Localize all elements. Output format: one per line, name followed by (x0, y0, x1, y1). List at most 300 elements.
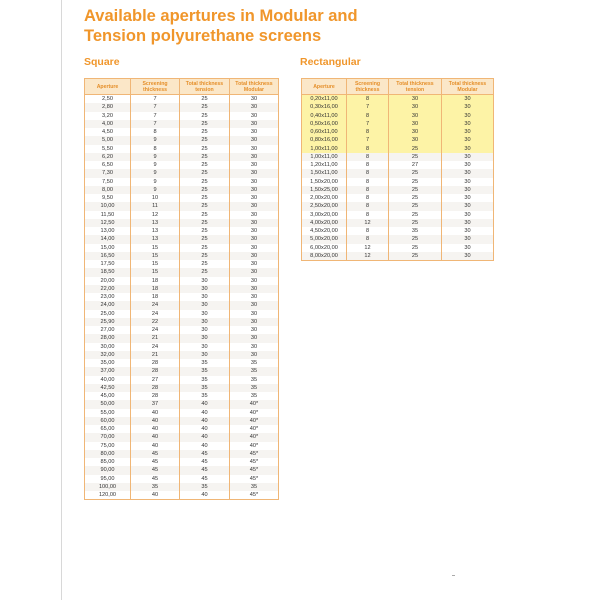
table-row (85, 293, 279, 301)
table-row (85, 376, 279, 384)
table-cell: 21 (131, 351, 180, 359)
table-cell: 40* (230, 433, 279, 441)
table-row (85, 392, 279, 400)
table-cell: 25 (180, 194, 230, 202)
table-cell: 25 (180, 227, 230, 235)
table-cell: 10 (131, 194, 180, 202)
table-cell: 90,00 (85, 466, 131, 474)
table-cell: 35 (230, 384, 279, 392)
table-cell: 30 (442, 227, 494, 235)
table-cell: 30 (180, 277, 230, 285)
table-cell: 40,00 (85, 376, 131, 384)
table-cell: 35 (389, 227, 442, 235)
table-row (85, 450, 279, 458)
table-row (302, 161, 494, 169)
table-cell: 35 (131, 483, 180, 491)
table-cell: 8 (347, 235, 389, 243)
table-cell: 30 (230, 351, 279, 359)
table-cell: 24,00 (85, 301, 131, 309)
table-cell: 24 (131, 343, 180, 351)
table-row (85, 268, 279, 276)
column-header-total-thickness-tension: Total thickness tension (180, 79, 230, 95)
title-line-2: Tension polyurethane screens (84, 27, 322, 45)
table-cell: 0,80x16,00 (302, 136, 347, 144)
table-cell: 15 (131, 252, 180, 260)
table-row (85, 260, 279, 268)
table-cell: 45 (180, 458, 230, 466)
table-cell: 40* (230, 400, 279, 408)
table-cell: 2,50 (85, 95, 131, 104)
table-cell: 8 (347, 95, 389, 104)
table-row (85, 186, 279, 194)
table-cell: 14,00 (85, 235, 131, 243)
table-row (85, 466, 279, 474)
table-row (302, 95, 494, 104)
table-cell: 35 (180, 384, 230, 392)
table-cell: 25 (389, 202, 442, 210)
table-cell: 25 (389, 153, 442, 161)
table-row (85, 95, 279, 104)
table-cell: 30 (230, 120, 279, 128)
table-cell: 15,00 (85, 244, 131, 252)
table-cell: 7 (131, 103, 180, 111)
table-cell: 1,00x11,00 (302, 145, 347, 153)
table-cell: 8 (347, 194, 389, 202)
table-cell: 7 (131, 112, 180, 120)
table-row (302, 145, 494, 153)
table-cell: 30 (442, 112, 494, 120)
table-row (85, 285, 279, 293)
table-cell: 40* (230, 409, 279, 417)
column-header-total-thickness-modular: Total thickness Modular (442, 79, 494, 95)
table-cell: 25 (180, 153, 230, 161)
table-cell: 25 (389, 219, 442, 227)
table-cell: 30,00 (85, 343, 131, 351)
page-title (84, 6, 358, 46)
table-row (85, 112, 279, 120)
table-cell: 17,50 (85, 260, 131, 268)
table-cell: 21 (131, 334, 180, 342)
table-cell: 25 (180, 145, 230, 153)
table-cell: 30 (230, 112, 279, 120)
table-cell: 8 (347, 112, 389, 120)
table-cell: 15 (131, 260, 180, 268)
table-row (302, 202, 494, 210)
table-cell: 25 (180, 120, 230, 128)
table-cell: 25 (180, 169, 230, 177)
table-cell: 25 (389, 169, 442, 177)
table-cell: 8 (347, 128, 389, 136)
table-cell: 5,00 (85, 136, 131, 144)
table-row (302, 219, 494, 227)
table-cell: 25 (180, 252, 230, 260)
table-cell: 30 (442, 186, 494, 194)
column-header-total-thickness-modular: Total thickness Modular (230, 79, 279, 95)
table-cell: 50,00 (85, 400, 131, 408)
table-row (85, 277, 279, 285)
table-cell: 12 (131, 211, 180, 219)
table-cell: 30 (442, 252, 494, 261)
table-cell: 9 (131, 136, 180, 144)
table-row (85, 301, 279, 309)
table-row (85, 326, 279, 334)
table-cell: 8 (347, 186, 389, 194)
column-header-screening-thickness: Screening thickness (347, 79, 389, 95)
table-cell: 30 (230, 277, 279, 285)
table-row (85, 367, 279, 375)
table-cell: 70,00 (85, 433, 131, 441)
table-row (302, 244, 494, 252)
table-cell: 40* (230, 442, 279, 450)
table-cell: 30 (230, 178, 279, 186)
table-cell: 12 (347, 244, 389, 252)
table-cell: 35 (230, 376, 279, 384)
table-cell: 30 (442, 194, 494, 202)
table-cell: 25 (180, 260, 230, 268)
table-cell: 120,00 (85, 491, 131, 500)
table-row (302, 103, 494, 111)
table-cell: 15 (131, 244, 180, 252)
table-cell: 2,80 (85, 103, 131, 111)
table-cell: 0,60x11,00 (302, 128, 347, 136)
table-cell: 24 (131, 310, 180, 318)
table-cell: 40* (230, 417, 279, 425)
table-cell: 30 (230, 326, 279, 334)
table-cell: 27,00 (85, 326, 131, 334)
table-cell: 30 (180, 318, 230, 326)
table-cell: 11 (131, 202, 180, 210)
table-cell: 25 (180, 178, 230, 186)
table-cell: 18,50 (85, 268, 131, 276)
table-cell: 35 (180, 376, 230, 384)
table-cell: 8 (347, 161, 389, 169)
table-cell: 12,50 (85, 219, 131, 227)
table-cell: 45 (131, 458, 180, 466)
table-row (85, 409, 279, 417)
table-cell: 13 (131, 235, 180, 243)
table-cell: 40 (180, 491, 230, 500)
table-cell: 23,00 (85, 293, 131, 301)
table-cell: 80,00 (85, 450, 131, 458)
table-row (85, 343, 279, 351)
square-apertures-table (84, 78, 279, 500)
table-cell: 30 (230, 161, 279, 169)
table-cell: 30 (442, 95, 494, 104)
table-cell: 30 (230, 145, 279, 153)
table-cell: 18 (131, 285, 180, 293)
table-cell: 30 (442, 169, 494, 177)
table-cell: 35 (180, 367, 230, 375)
table-cell: 1,00x11,00 (302, 153, 347, 161)
table-cell: 10,00 (85, 202, 131, 210)
table-cell: 30 (230, 219, 279, 227)
table-cell: 24 (131, 301, 180, 309)
table-cell: 22 (131, 318, 180, 326)
table-cell: 30 (230, 318, 279, 326)
table-cell: 25 (389, 252, 442, 261)
table-cell: 30 (180, 293, 230, 301)
table-cell: 30 (442, 103, 494, 111)
table-cell: 2,00x20,00 (302, 194, 347, 202)
table-cell: 9 (131, 178, 180, 186)
table-row (85, 145, 279, 153)
table-cell: 45 (180, 475, 230, 483)
column-header-total-thickness-tension: Total thickness tension (389, 79, 442, 95)
table-cell: 6,20 (85, 153, 131, 161)
table-cell: 75,00 (85, 442, 131, 450)
table-cell: 27 (389, 161, 442, 169)
table-cell: 7 (131, 95, 180, 104)
table-cell: 35 (180, 359, 230, 367)
table-cell: 40 (180, 433, 230, 441)
table-row (85, 128, 279, 136)
table-cell: 30 (389, 103, 442, 111)
table-cell: 35 (180, 483, 230, 491)
table-cell: 25 (180, 136, 230, 144)
table-cell: 30 (230, 268, 279, 276)
table-cell: 7,30 (85, 169, 131, 177)
table-cell: 4,50 (85, 128, 131, 136)
table-cell: 100,00 (85, 483, 131, 491)
table-cell: 37,00 (85, 367, 131, 375)
table-cell: 45 (180, 466, 230, 474)
table-cell: 8 (347, 178, 389, 186)
table-cell: 30 (230, 128, 279, 136)
table-cell: 20,00 (85, 277, 131, 285)
table-cell: 30 (180, 285, 230, 293)
table-row (85, 235, 279, 243)
table-cell: 1,20x11,00 (302, 161, 347, 169)
table-row (302, 169, 494, 177)
table-cell: 30 (180, 334, 230, 342)
table-cell: 30 (442, 136, 494, 144)
table-cell: 1,50x11,00 (302, 169, 347, 177)
table-cell: 15 (131, 268, 180, 276)
table-row (85, 252, 279, 260)
table-cell: 30 (230, 334, 279, 342)
table-cell: 28,00 (85, 334, 131, 342)
table-cell: 24 (131, 326, 180, 334)
table-cell: 9 (131, 161, 180, 169)
table-cell: 30 (230, 194, 279, 202)
table-row (302, 120, 494, 128)
table-cell: 30 (230, 169, 279, 177)
table-row (302, 211, 494, 219)
table-cell: 30 (230, 211, 279, 219)
table-cell: 18 (131, 293, 180, 301)
table-cell: 45 (131, 450, 180, 458)
table-cell: 40 (131, 491, 180, 500)
table-row (85, 194, 279, 202)
table-cell: 16,50 (85, 252, 131, 260)
table-cell: 13,00 (85, 227, 131, 235)
table-cell: 9 (131, 153, 180, 161)
table-cell: 11,50 (85, 211, 131, 219)
table-cell: 45,00 (85, 392, 131, 400)
table-cell: 30 (230, 136, 279, 144)
table-row (85, 433, 279, 441)
table-cell: 7 (347, 136, 389, 144)
table-row (85, 202, 279, 210)
table-cell: 7,50 (85, 178, 131, 186)
table-row (302, 186, 494, 194)
table-cell: 3,20 (85, 112, 131, 120)
table-cell: 30 (442, 120, 494, 128)
table-row (85, 442, 279, 450)
table-cell: 35 (180, 392, 230, 400)
table-cell: 28 (131, 384, 180, 392)
table-cell: 9 (131, 186, 180, 194)
table-cell: 1,50x25,00 (302, 186, 347, 194)
table-cell: 40 (131, 425, 180, 433)
table-cell: 8 (347, 227, 389, 235)
table-cell: 35 (230, 392, 279, 400)
table-cell: 7 (131, 120, 180, 128)
column-header-screening-thickness: Screening thickness (131, 79, 180, 95)
rectangular-apertures-table (301, 78, 494, 261)
table-cell: 25 (389, 211, 442, 219)
table-cell: 40* (230, 425, 279, 433)
table-cell: 30 (180, 343, 230, 351)
table-cell: 30 (230, 235, 279, 243)
table-row (85, 153, 279, 161)
table-cell: 28 (131, 392, 180, 400)
table-row (302, 252, 494, 261)
table-cell: 0,30x16,00 (302, 103, 347, 111)
table-cell: 2,50x20,00 (302, 202, 347, 210)
table-row (302, 136, 494, 144)
table-row (85, 417, 279, 425)
table-cell: 8 (347, 211, 389, 219)
table-row (85, 458, 279, 466)
table-cell: 8,00x20,00 (302, 252, 347, 261)
table-row (85, 384, 279, 392)
table-cell: 85,00 (85, 458, 131, 466)
table-cell: 45* (230, 475, 279, 483)
table-cell: 8 (347, 145, 389, 153)
table-cell: 45* (230, 450, 279, 458)
table-row (85, 400, 279, 408)
table-cell: 3,00x20,00 (302, 211, 347, 219)
rectangular-heading: Rectangular (300, 56, 361, 68)
table-cell: 4,50x20,00 (302, 227, 347, 235)
table-cell: 32,00 (85, 351, 131, 359)
table-cell: 4,00 (85, 120, 131, 128)
table-cell: 30 (230, 186, 279, 194)
table-cell: 45* (230, 491, 279, 500)
table-cell: 40 (180, 425, 230, 433)
table-row (85, 475, 279, 483)
table-cell: 30 (230, 244, 279, 252)
table-header-row (85, 79, 279, 95)
table-cell: 45* (230, 466, 279, 474)
table-cell: 30 (389, 95, 442, 104)
table-row (85, 244, 279, 252)
table-cell: 25 (389, 145, 442, 153)
table-cell: 30 (230, 153, 279, 161)
table-cell: 1,50x20,00 (302, 178, 347, 186)
column-header-aperture: Aperture (302, 79, 347, 95)
table-header-row (302, 79, 494, 95)
table-cell: 60,00 (85, 417, 131, 425)
table-cell: 25 (180, 103, 230, 111)
table-row (85, 491, 279, 500)
table-cell: 30 (180, 310, 230, 318)
table-cell: 40 (131, 417, 180, 425)
table-cell: 6,50 (85, 161, 131, 169)
table-cell: 25 (389, 235, 442, 243)
table-cell: 55,00 (85, 409, 131, 417)
table-cell: 9 (131, 169, 180, 177)
table-row (85, 351, 279, 359)
table-row (85, 334, 279, 342)
table-cell: 8 (347, 169, 389, 177)
square-heading: Square (84, 56, 120, 68)
table-cell: 8 (131, 128, 180, 136)
table-cell: 8 (347, 153, 389, 161)
table-cell: 30 (442, 235, 494, 243)
table-cell: 25 (180, 186, 230, 194)
table-cell: 25 (389, 186, 442, 194)
table-cell: 30 (180, 301, 230, 309)
table-cell: 8 (131, 145, 180, 153)
table-cell: 12 (347, 252, 389, 261)
table-row (302, 128, 494, 136)
table-cell: 30 (389, 120, 442, 128)
table-cell: 35 (230, 359, 279, 367)
table-row (85, 211, 279, 219)
table-cell: 30 (230, 310, 279, 318)
table-cell: 40 (180, 442, 230, 450)
table-cell: 30 (230, 293, 279, 301)
table-cell: 25 (180, 128, 230, 136)
title-line-1: Available apertures in Modular and (84, 7, 358, 25)
table-cell: 35 (230, 483, 279, 491)
table-cell: 30 (230, 103, 279, 111)
table-row (302, 178, 494, 186)
table-cell: 30 (230, 95, 279, 104)
table-cell: 30 (180, 326, 230, 334)
table-cell: 0,50x16,00 (302, 120, 347, 128)
table-cell: 30 (230, 343, 279, 351)
table-cell: 30 (442, 202, 494, 210)
table-row (85, 178, 279, 186)
table-cell: 25 (180, 211, 230, 219)
table-cell: 25 (180, 161, 230, 169)
table-cell: 30 (230, 260, 279, 268)
table-cell: 30 (389, 112, 442, 120)
table-row (85, 310, 279, 318)
table-row (85, 136, 279, 144)
table-row (85, 169, 279, 177)
table-cell: 37 (131, 400, 180, 408)
table-cell: 18 (131, 277, 180, 285)
table-cell: 40 (180, 400, 230, 408)
table-cell: 45* (230, 458, 279, 466)
table-cell: 30 (442, 178, 494, 186)
table-cell: 65,00 (85, 425, 131, 433)
table-cell: 45 (131, 475, 180, 483)
table-row (302, 112, 494, 120)
table-cell: 30 (442, 153, 494, 161)
table-cell: 13 (131, 219, 180, 227)
table-cell: 13 (131, 227, 180, 235)
column-header-aperture: Aperture (85, 79, 131, 95)
table-cell: 25 (180, 244, 230, 252)
table-row (85, 120, 279, 128)
table-row (85, 161, 279, 169)
table-cell: 9,50 (85, 194, 131, 202)
